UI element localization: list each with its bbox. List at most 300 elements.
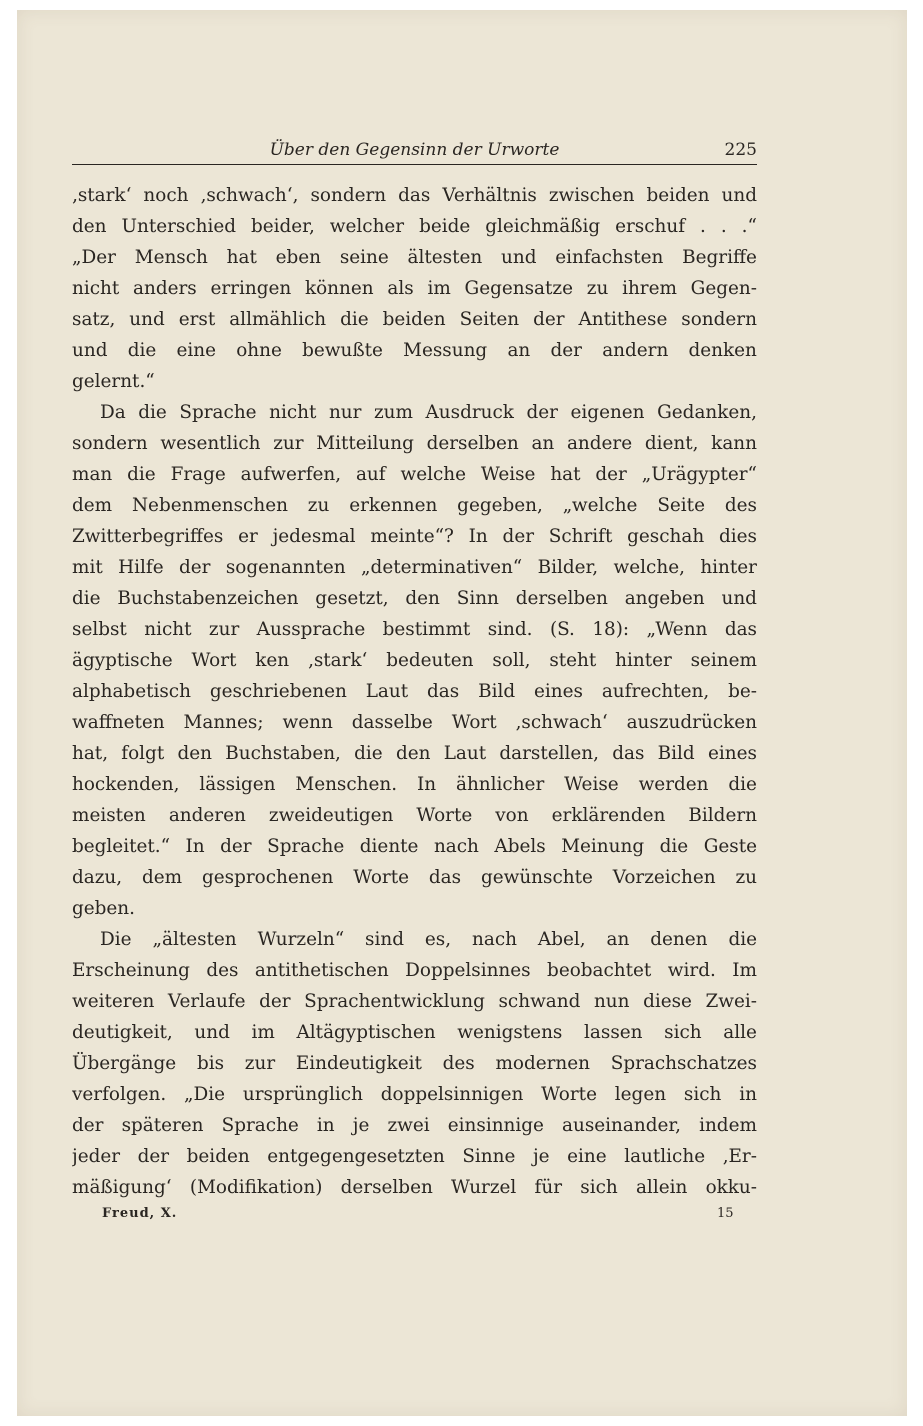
word: an [507,340,531,361]
word: Mensch [134,247,208,268]
word: nach [472,929,517,950]
word: sich [683,1084,722,1105]
text-line [72,335,757,366]
word: zwischen [548,185,635,206]
word: Gedanken, [657,402,757,423]
word: Worte [416,805,473,826]
book-page [17,10,907,1416]
word: jedesmal [272,526,356,547]
word: . [720,216,727,237]
word: Begriffe [682,247,757,268]
text-line [72,831,757,862]
word: zu [586,278,609,299]
text-line [72,769,757,800]
word: wenigstens [457,1022,563,1043]
word: ursprünglich [242,1084,363,1105]
word: allmählich [229,309,327,330]
word: soll, [492,650,531,671]
text-line [72,242,757,273]
word: zwei [387,1115,430,1136]
word: Mitteilung [316,433,414,454]
word: Verlaufe [167,991,246,1012]
word: sondern [681,309,757,330]
word: allein [635,1177,688,1198]
word: es, [424,929,452,950]
word: bewußte [302,340,383,361]
word: nun [593,991,630,1012]
word: Meinung [561,836,645,857]
word: hat [550,464,581,485]
word: der [533,309,565,330]
text-line [72,707,757,738]
text-line [72,180,757,211]
word: Antithese [578,309,668,330]
text-line [72,273,757,304]
word: einfachsten [555,247,664,268]
text-line [72,1172,757,1203]
word: je [532,1146,550,1167]
word: gesetzt, [315,588,389,609]
word: „Urägypter“ [641,464,757,485]
word: von [495,805,529,826]
word: jeder [72,1146,121,1167]
word: als [387,278,414,299]
word: der [72,1115,104,1136]
word: indem [699,1115,757,1136]
word: geben. [72,898,136,919]
word: be- [728,681,757,702]
word: sondern [310,185,387,206]
word: Übergänge [72,1053,177,1074]
word: der [179,557,211,578]
word: Bild [478,681,516,702]
word: meinte“? [370,526,454,547]
word: satz, [72,309,116,330]
word: den [177,743,212,764]
word: modernen [495,1053,590,1074]
text-line [72,1048,757,1079]
body-text [72,180,757,1203]
word: In [468,526,488,547]
text-line [72,1079,757,1110]
word: Im [732,960,757,981]
word: zweideutigen [268,805,394,826]
word: Seiten [459,309,520,330]
word: Eindeutigkeit [295,1053,422,1074]
word: derselben [340,1177,433,1198]
page-header [72,138,757,165]
word: Sprache [179,402,257,423]
word: Laut [443,743,487,764]
word: des [442,1053,475,1074]
word: eben [275,247,322,268]
word: derselben [426,433,519,454]
word: doppelsinnigen [380,1084,524,1105]
word: Laut [365,681,409,702]
word: Zwitterbegriffes [72,526,224,547]
word: die [138,402,167,423]
word: die [659,836,689,857]
word: auseinander, [562,1115,681,1136]
word: zur [244,1053,276,1074]
page-number: 225 [724,140,757,160]
word: „Die [184,1084,226,1105]
word: der [137,1146,170,1167]
word: Weise [480,464,536,485]
word: nicht [72,278,120,299]
word: steht [549,650,597,671]
word: den [395,743,431,764]
word: Bilder, [537,557,599,578]
word: gegeben, [457,495,543,516]
word: der [595,464,627,485]
word: geschriebenen [209,681,347,702]
word: aufrechten, [601,681,710,702]
word: „welche [562,495,638,516]
word: erst [178,309,216,330]
word: den [405,588,440,609]
word: welcher [329,216,405,237]
word: Sprachschatzes [610,1053,757,1074]
word: und [194,1022,230,1043]
word: welche, [613,557,685,578]
word: ägyptische [72,650,173,671]
text-line [72,893,757,924]
word: Sprache [267,836,345,857]
word: eigenen [570,402,645,423]
text-line [72,428,757,459]
word: an [606,929,630,950]
word: dies [718,526,757,547]
word: bedeuten [386,650,474,671]
word: bestimmt [382,619,471,640]
word: dient, [644,433,699,454]
word: und [72,340,108,361]
word: Worte [541,1084,597,1105]
word: Schrift [548,526,613,547]
word: man [72,464,113,485]
word: gesprochenen [201,867,334,888]
word: die [72,588,101,609]
word: dazu, [72,867,123,888]
word: geschah [627,526,705,547]
word: ‚stark‘ [72,185,132,206]
sheet-number: 15 [717,1206,734,1221]
word: das [428,867,462,888]
word: hat [226,247,257,268]
word: Buchstaben, [225,743,341,764]
word: waffneten [72,712,165,733]
word: sind [365,929,404,950]
word: Menschen. [295,774,398,795]
word: andere [566,433,633,454]
word: Frage [170,464,226,485]
text-line [72,521,757,552]
word: Worte [353,867,409,888]
word: dem [72,495,113,516]
word: lautliche [624,1146,706,1167]
word: Abels [494,836,546,857]
word: nicht [144,619,192,640]
word: und [721,588,757,609]
word: In [416,774,437,795]
word: nur [328,402,362,423]
word: zu [735,867,757,888]
text-line [72,211,757,242]
word: (Modifikation) [189,1177,323,1198]
word: Wurzeln“ [257,929,345,950]
word: schwand [498,991,581,1012]
text-line [72,862,757,893]
word: wesentlich [160,433,261,454]
word: Zwei- [705,991,757,1012]
word: zu [307,495,330,516]
word: beider, [250,216,315,237]
word: ‚schwach‘, [200,185,299,206]
text-line [72,459,757,490]
word: folgt [121,743,165,764]
word: beiden [186,1146,250,1167]
word: alphabetisch [72,681,191,702]
word: .“ [741,216,757,237]
text-line [72,366,757,397]
word: beiden [382,309,446,330]
word: denen [650,929,708,950]
text-line [72,1141,757,1172]
word: Gegensatze [464,278,573,299]
word: das [398,185,431,206]
word: späteren [121,1115,204,1136]
word: eine [567,1146,607,1167]
word: sogenannten [225,557,346,578]
word: die [728,774,757,795]
running-head: Über den Gegensinn der Urworte [269,140,560,160]
word: zum [373,402,413,423]
word: darstellen, [499,743,599,764]
text-line [72,1110,757,1141]
word: Vorzeichen [612,867,716,888]
word: „determinativen“ [361,557,523,578]
word: hat, [72,743,109,764]
word: nach [433,836,479,857]
word: sich [580,1177,618,1198]
word: meisten [72,805,146,826]
word: im [251,1022,275,1043]
word: für [534,1177,562,1198]
word: werden [638,774,709,795]
word: erkennen [349,495,438,516]
word: erschuf [615,216,686,237]
word: je [352,1115,370,1136]
word: alle [723,1022,757,1043]
word: ‚stark‘ [307,650,368,671]
word: „Der [72,247,116,268]
word: denken [688,340,757,361]
word: diese [643,991,692,1012]
word: beiden [646,185,710,206]
word: lässigen [199,774,276,795]
word: „ältesten [152,929,237,950]
word: Sinn [456,588,499,609]
word: das [724,619,757,640]
word: auszudrücken [626,712,757,733]
word: seinem [690,650,757,671]
word: eine [176,340,216,361]
word: die [340,309,369,330]
word: seine [339,247,389,268]
text-line [72,614,757,645]
word: des [724,495,757,516]
word: ‚schwach‘ [515,712,608,733]
word: des [206,960,239,981]
word: Sinne [462,1146,516,1167]
word: „Wenn [646,619,708,640]
word: gelernt.“ [72,371,155,392]
word: sondern [72,433,148,454]
word: diente [359,836,419,857]
text-line [72,583,757,614]
word: gleichmäßig [485,216,601,237]
signature-mark: Freud, X. [102,1206,178,1221]
word: Weise [564,774,619,795]
word: hockenden, [72,774,180,795]
word: mit [72,557,103,578]
word: In [185,836,205,857]
word: dasselbe [351,712,433,733]
word: der [526,402,558,423]
word: aufwerfen, [240,464,342,485]
word: Wurzel [451,1177,517,1198]
word: (S. [549,619,575,640]
word: Altägyptischen [296,1022,436,1043]
word: Wort [191,650,237,671]
word: Abel, [537,929,586,950]
word: beobachtet [547,960,652,981]
word: Unterschied [121,216,237,237]
word: bis [196,1053,225,1074]
word: Sprache [221,1115,299,1136]
word: und [129,309,165,330]
word: Hilfe [118,557,164,578]
word: ken [255,650,290,671]
word: erklärenden [551,805,666,826]
word: Buchstabenzeichen [117,588,299,609]
word: in [316,1115,335,1136]
text-line [72,645,757,676]
text-line [72,924,757,955]
word: zur [273,433,304,454]
word: Sprachentwicklung [304,991,485,1012]
word: dem [142,867,183,888]
text-line [72,955,757,986]
word: okku- [705,1177,757,1198]
word: antithetischen [254,960,389,981]
word: weiteren [72,991,155,1012]
word: Wort [451,712,497,733]
word: eines [707,743,757,764]
word: noch [143,185,189,206]
word: die [728,929,757,950]
word: 18): [592,619,630,640]
word: angeben [624,588,705,609]
word: und [501,247,537,268]
word: welche [400,464,467,485]
word: Messung [403,340,488,361]
word: beide [419,216,471,237]
word: Mannes; [183,712,264,733]
word: auf [355,464,386,485]
word: im [427,278,451,299]
word: begleitet.“ [72,836,170,857]
word: wird. [667,960,716,981]
word: kann [711,433,757,454]
word: sich [664,1022,702,1043]
word: ihrem [622,278,677,299]
word: andern [602,340,669,361]
word: deutigkeit, [72,1022,173,1043]
text-line [72,1017,757,1048]
text-line [72,676,757,707]
word: derselben [515,588,608,609]
text-line [72,552,757,583]
word: Da [100,402,126,423]
word: eines [534,681,583,702]
word: lassen [584,1022,643,1043]
word: an [531,433,555,454]
word: Gegen- [690,278,757,299]
word: Erscheinung [72,960,190,981]
word: mäßigung‘ [72,1177,172,1198]
word: entgegengesetzten [267,1146,445,1167]
word: ‚Er- [722,1146,757,1167]
word: Ausdruck [425,402,514,423]
word: einsinnige [447,1115,544,1136]
word: den [72,216,107,237]
page-footer [72,1206,757,1228]
word: sind. [487,619,533,640]
word: Geste [703,836,757,857]
word: ähnlicher [456,774,545,795]
word: hinter [615,650,672,671]
word: das [612,743,645,764]
word: ohne [236,340,282,361]
word: ältesten [407,247,483,268]
word: die [354,743,383,764]
text-line [72,738,757,769]
word: Aussprache [256,619,366,640]
word: erringen [210,278,292,299]
word: . [700,216,706,237]
word: gewünschte [480,867,593,888]
word: anderen [168,805,246,826]
word: legen [614,1084,667,1105]
word: zur [208,619,240,640]
word: nicht [269,402,317,423]
word: anders [133,278,197,299]
text-line [72,986,757,1017]
word: die [127,340,157,361]
word: Seite [657,495,705,516]
word: Bildern [688,805,757,826]
word: der [550,340,582,361]
text-line [72,397,757,428]
word: in [739,1084,757,1105]
text-line [72,800,757,831]
word: die [127,464,156,485]
word: Nebenmenschen [131,495,288,516]
word: der [259,991,291,1012]
word: selbst [72,619,127,640]
